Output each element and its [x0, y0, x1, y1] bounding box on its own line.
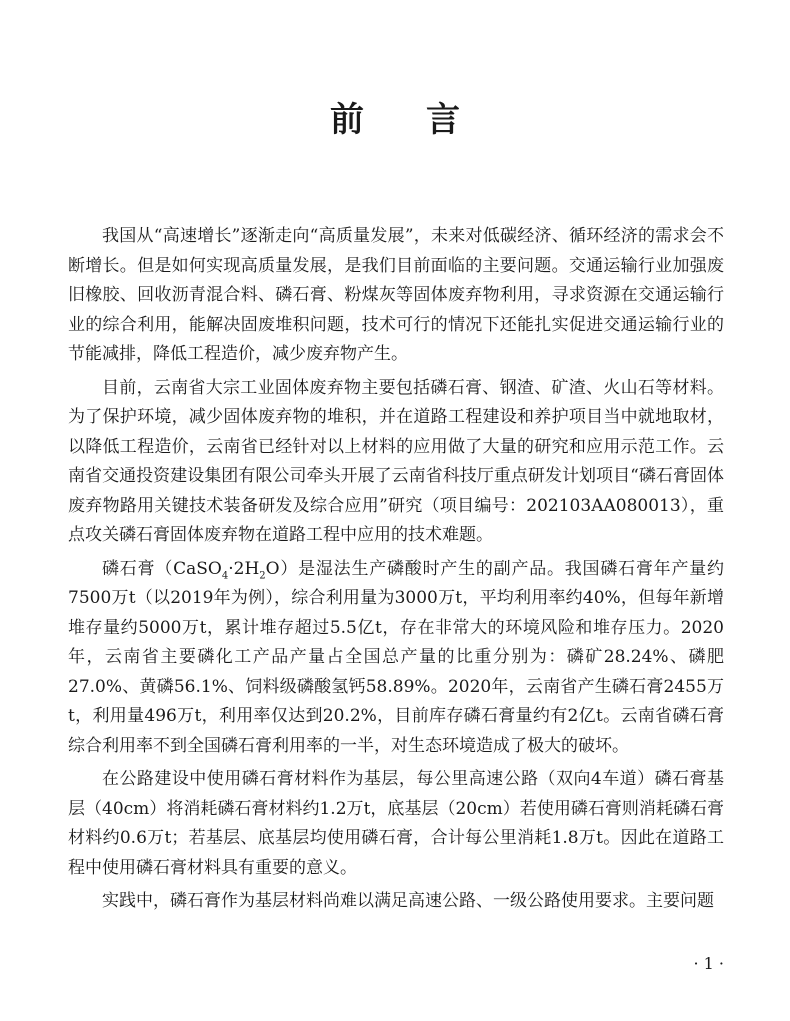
formula-subscript: 2: [259, 569, 266, 581]
page-title: 前言: [330, 100, 522, 140]
paragraph-phosphogypsum: [68, 555, 724, 762]
paragraph-text: O）是湿法生产磷酸时产生的副产品。我国磷石膏年产量约7500万t（以2019年为例），综合利用量为3000万t，平均利用率约40%，但每年新增堆存量约5000万t，累计堆存超过5.5亿t，存在非常大的环境风险和堆存压力。2020年，云南省主要磷化工产品产量占全国总产量的比重分别为：磷矿28.24%、磷肥27.0%、黄磷56.1%、饲料级磷酸氢钙58.89%。2020年，云南省产生磷石膏2455万t，利用量496万t，利用率仅达到20.2%，目前库存磷石膏量约有2亿t。云南省磷石膏综合利用率不到全国磷石膏利用率的一半，对生态环境造成了极大的破坏。: [68, 558, 724, 756]
paragraph-practice: 实践中，磷石膏作为基层材料尚难以满足高速公路、一级公路使用要求。主要问题: [102, 891, 714, 911]
paragraph-intro: 我国从“高速增长”逐渐走向“高质量发展”，未来对低碳经济、循环经济的需求会不断增长。但是如何实现高质量发展，是我们目前面临的主要问题。交通运输行业加强废旧橡胶、回收沥青混合料、磷石膏、粉煤灰等固体废弃物利用，寻求资源在交通运输行业的综合利用，能解决固废堆积问题，技术可行的情况下还能扎实促进交通运输行业的节能减排，降低工程造价，减少废弃物产生。: [68, 226, 724, 364]
body-text: [68, 222, 724, 921]
paragraph-yunnan-waste: 目前，云南省大宗工业固体废弃物主要包括磷石膏、钢渣、矿渣、火山石等材料。为了保护环境，减少固体废弃物的堆积，并在道路工程建设和养护项目当中就地取材，以降低工程造价，云南省已经针对以上材料的应用做了大量的研究和应用示范工作。云南省交通投资建设集团有限公司牵头开展了云南省科技厅重点研发计划项目“磷石膏固体废弃物路用关键技术装备研发及综合应用”研究（项目编号：202103AA080013），重点攻关磷石膏固体废弃物在道路工程中应用的技术难题。: [68, 377, 724, 545]
formula-subscript: 4: [221, 569, 229, 581]
formula-text: ·2H: [228, 558, 260, 579]
formula-text: 磷石膏（CaSO: [102, 558, 222, 579]
paragraph-road-construction: 在公路建设中使用磷石膏材料作为基层，每公里高速公路（双向4车道）磷石膏基层（40cm）将消耗磷石膏材料约1.2万t，底基层（20cm）若使用磷石膏则消耗磷石膏材料约0.6万t；若基层、底基层均使用磷石膏，合计每公里消耗1.8万t。因此在道路工程中使用磷石膏材料具有重要的意义。: [68, 769, 724, 878]
page-number: · 1 ·: [693, 954, 724, 973]
